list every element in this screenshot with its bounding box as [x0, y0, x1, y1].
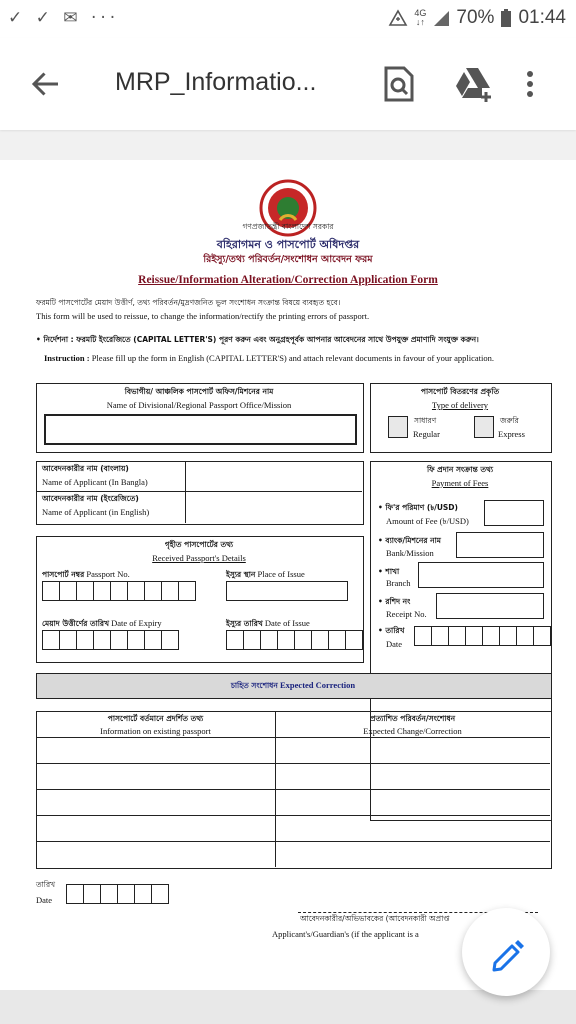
express-label: Express: [498, 429, 525, 439]
existing-info-bn: পাসপোর্টে বর্তমানে প্রদর্শিত তথ্য: [107, 714, 204, 723]
regular-checkbox[interactable]: [388, 416, 408, 438]
fees-label-en: Payment of Fees: [431, 478, 489, 488]
applicant-english-en: Name of Applicant (in English): [42, 507, 150, 517]
regular-label: Regular: [413, 429, 440, 439]
gov-name: গণপ্রজাতন্ত্রী বাংলাদেশ সরকার: [242, 222, 334, 231]
express-bn: জরুরি: [500, 416, 519, 425]
form-title-bn: রিইস্যু/তথ্য পরিবর্তন/সংশোধন আবেদন ফরম: [203, 254, 373, 265]
applicant-english-bn: আবেদনকারীর নাম (ইংরেজিতে): [42, 494, 139, 503]
date-label: Date: [36, 895, 53, 905]
fee-date-en: Date: [386, 639, 403, 649]
expected-change-bn: প্রত্যাশিত পরিবর্তন/সংশোধন: [369, 714, 456, 723]
office-name-field[interactable]: [44, 414, 357, 445]
edit-button[interactable]: [462, 908, 550, 996]
branch-field[interactable]: [418, 562, 544, 588]
expiry-label: মেয়াদ উত্তীর্ণের তারিখ Date of Expiry: [42, 618, 162, 628]
battery-icon: [500, 8, 512, 28]
status-right: [388, 7, 566, 29]
battery-percent: 70%: [456, 7, 495, 28]
received-label-bn: গৃহীত পাসপোর্টের তথ্য: [164, 540, 234, 549]
department-name: বহিরাগমন ও পাসপোর্ট অধিদপ্তর: [216, 238, 360, 251]
office-label-en: Name of Divisional/Regional Passport Office/Mission: [106, 400, 292, 410]
bank-field[interactable]: [456, 532, 544, 558]
applicant-bangla-bn: আবেদনকারীর নাম (বাংলায়): [42, 464, 129, 473]
amount-en: Amount of Fee (৳/USD): [386, 516, 469, 526]
regular-bn: সাধারণ: [414, 416, 437, 425]
received-label-en: Received Passport's Details: [152, 553, 246, 563]
table-row[interactable]: [36, 763, 550, 764]
find-in-page-icon[interactable]: [378, 64, 418, 104]
add-to-drive-icon[interactable]: [452, 64, 498, 104]
form-document: [0, 160, 576, 990]
delivery-label-bn: পাসপোর্ট বিতরণের প্রকৃতি: [420, 387, 500, 396]
expected-change-header: Expected Change/Correction: [363, 726, 462, 736]
issue-date-cells[interactable]: [226, 630, 362, 650]
form-title-en: Reissue/Information Alteration/Correction Application Form: [138, 274, 438, 286]
note-en: This form will be used to reissue, to change the information/rectify the printing errors of passport.: [36, 311, 370, 321]
expected-correction-label: চাহিত সংশোধন Expected Correction: [230, 680, 356, 690]
receipt-bn: • রশিদ নং: [378, 597, 411, 606]
table-row[interactable]: [36, 841, 550, 842]
bank-bn: • ব্যাংক/মিশনের নাম: [378, 536, 441, 545]
document-title: MRP_Informatio...: [115, 68, 317, 96]
signal-icon: [432, 9, 450, 27]
pdf-page[interactable]: [0, 160, 576, 1024]
passport-no-cells[interactable]: [42, 581, 195, 601]
clock: 01:44: [518, 7, 566, 28]
fee-date-cells[interactable]: [414, 626, 550, 646]
instruction-en: Instruction : Please fill up the form in English (CAPITAL LETTER'S) and attach relevant documents in favour of your application.: [44, 353, 495, 363]
branch-en: Branch: [386, 578, 411, 588]
applicant-bangla-field[interactable]: [186, 462, 361, 490]
office-label-bn: বিভাগীয়/ আঞ্চলিক পাসপোর্ট অফিস/মিশনের নাম: [124, 387, 274, 396]
passport-no-label: পাসপোর্ট নম্বর Passport No.: [42, 569, 130, 579]
date-cells[interactable]: [66, 884, 168, 904]
delivery-label-en: Type of delivery: [431, 400, 489, 410]
applicant-english-field[interactable]: [186, 492, 361, 522]
signature-label-en: Applicant's/Guardian's (if the applicant is a: [272, 929, 419, 939]
existing-info-header: Information on existing passport: [100, 726, 211, 736]
table-row[interactable]: [36, 815, 550, 816]
instruction-bn: • নির্দেশনা : ফরমটি ইংরেজিতে (CAPITAL LETTER'S) পূরণ করুন এবং অনুগ্রহপূর্বক আপনার আবেদনের সাথে উপযুক্ত প্রমাণাদি সংযুক্ত করুন।: [36, 335, 479, 344]
receipt-en: Receipt No.: [386, 609, 427, 619]
date-bn: তারিখ: [36, 880, 55, 889]
branch-bn: • শাখা: [378, 567, 400, 576]
applicant-bangla-en: Name of Applicant (In Bangla): [42, 477, 148, 487]
place-of-issue-field[interactable]: [226, 581, 348, 601]
notification-icons: ✓ ✓ ✉ ···: [8, 8, 120, 28]
amount-field[interactable]: [484, 500, 544, 526]
status-bar: [0, 0, 576, 38]
more-vert-icon[interactable]: [520, 64, 540, 104]
app-bar: [0, 38, 576, 130]
pencil-icon: [462, 908, 550, 996]
amount-bn: • ফি'র পরিমাণ (৳/USD): [378, 503, 458, 512]
receipt-field[interactable]: [436, 593, 544, 619]
arrow-left-icon[interactable]: [28, 66, 64, 102]
place-of-issue-label: ইস্যুর স্থান Place of Issue: [226, 569, 305, 579]
bank-en: Bank/Mission: [386, 548, 434, 558]
fees-label-bn: ফি প্রদান সংক্রান্ত তথ্য: [426, 465, 494, 474]
network-type: 4G ↓↑: [414, 8, 427, 27]
expiry-date-cells[interactable]: [42, 630, 178, 650]
note-bn: ফরমটি পাসপোর্টের মেয়াদ উত্তীর্ণ, তথ্য পরিবর্তন/মুদ্রণজনিত ভুল সংশোধন সংক্রান্ত বিষয়ে ব্যবহৃত হবে।: [36, 298, 341, 307]
express-checkbox[interactable]: [474, 416, 494, 438]
table-row[interactable]: [36, 737, 550, 738]
fee-date-bn: • তারিখ: [378, 626, 405, 635]
signature-label-bn: আবেদনকারীর/অভিভাবকের (আবেদনকারী অপ্রাপ্ত: [300, 914, 450, 923]
data-saver-icon: [388, 9, 408, 27]
table-row[interactable]: [36, 789, 550, 790]
issue-date-label: ইস্যুর তারিখ Date of Issue: [226, 618, 310, 628]
